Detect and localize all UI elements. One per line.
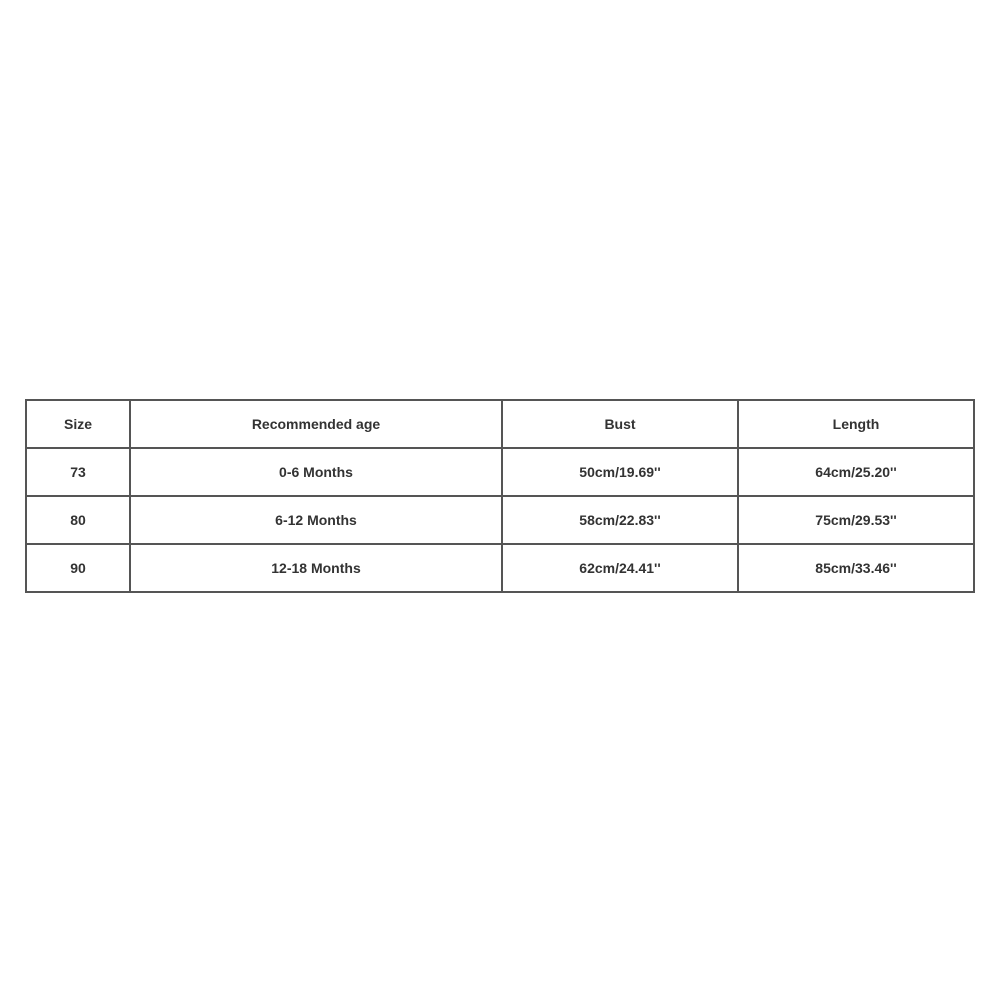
- header-size: Size: [26, 400, 130, 448]
- table-header-row: [26, 400, 974, 448]
- cell-size: 90: [26, 544, 130, 592]
- cell-recommended-age: 0-6 Months: [130, 448, 502, 496]
- table-row: [26, 448, 974, 496]
- header-length: Length: [738, 400, 974, 448]
- cell-length: 85cm/33.46'': [738, 544, 974, 592]
- cell-length: 75cm/29.53'': [738, 496, 974, 544]
- table-row: [26, 544, 974, 592]
- header-bust: Bust: [502, 400, 738, 448]
- cell-bust: 58cm/22.83'': [502, 496, 738, 544]
- cell-bust: 62cm/24.41'': [502, 544, 738, 592]
- size-chart-table: [25, 399, 975, 593]
- cell-size: 80: [26, 496, 130, 544]
- cell-size: 73: [26, 448, 130, 496]
- cell-recommended-age: 12-18 Months: [130, 544, 502, 592]
- cell-recommended-age: 6-12 Months: [130, 496, 502, 544]
- cell-length: 64cm/25.20'': [738, 448, 974, 496]
- header-recommended-age: Recommended age: [130, 400, 502, 448]
- cell-bust: 50cm/19.69'': [502, 448, 738, 496]
- table-row: [26, 496, 974, 544]
